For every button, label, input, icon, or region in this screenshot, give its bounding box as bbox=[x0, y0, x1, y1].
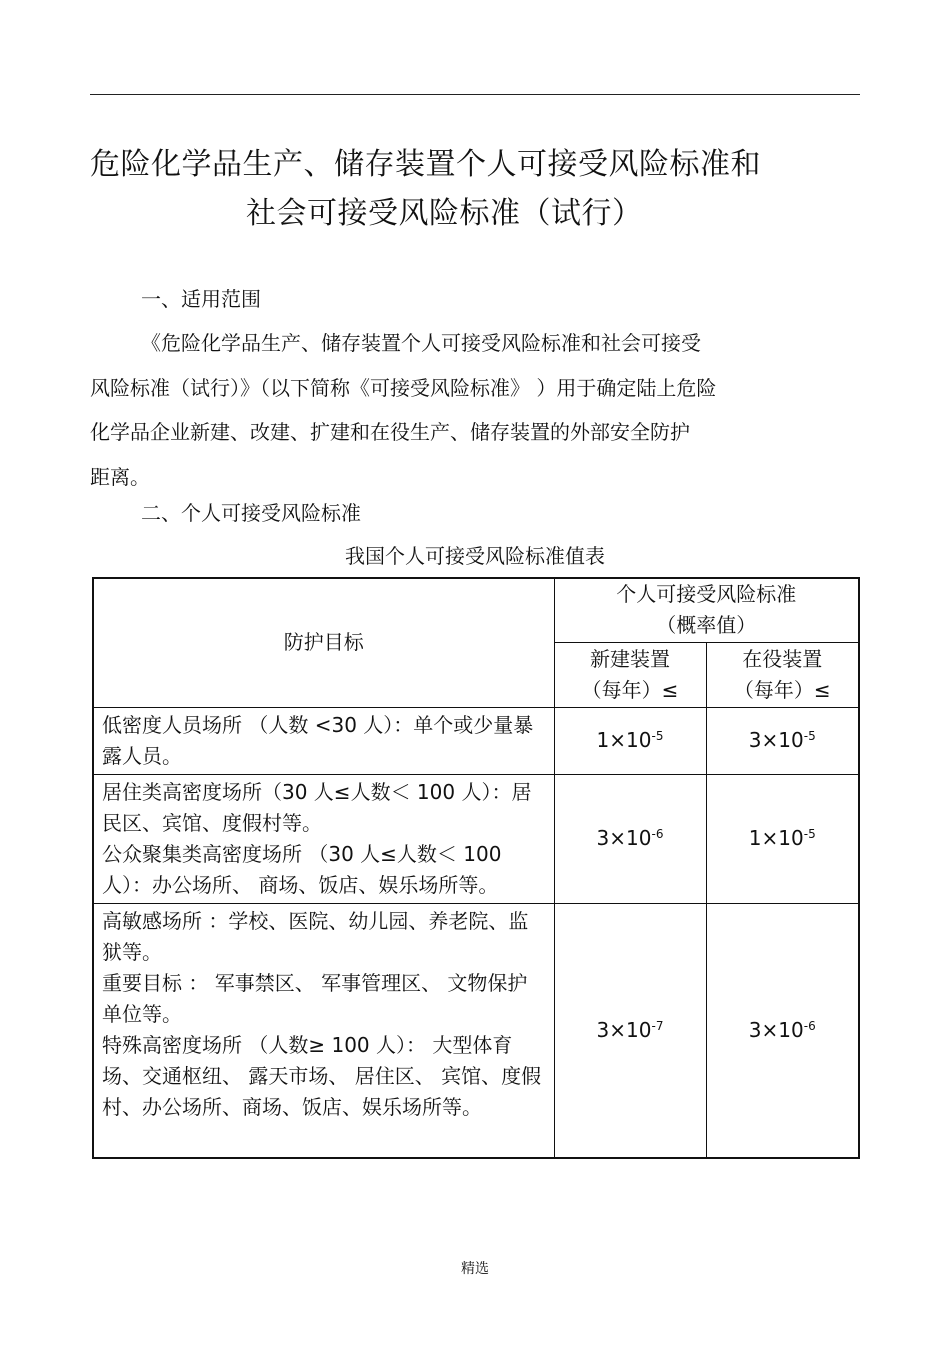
row-1-existing-value-exponent: -5 bbox=[803, 729, 816, 743]
row-3-desc-3: 特殊高密度场所 （人数≥ 100 人）： 大型体育场、交通枢纽、 露天市场、 居住区、 宾馆、度假村、办公场所、商场、饭店、娱乐场所等。 bbox=[102, 1032, 542, 1119]
header-risk-standard-label: 个人可接受风险标准 bbox=[616, 582, 797, 607]
header-rule bbox=[90, 94, 860, 95]
table-row bbox=[93, 774, 859, 903]
section-1-paragraph-line-3: 化学品企业新建、改建、扩建和在役生产、储存装置的外部安全防护 bbox=[90, 420, 690, 444]
header-protection-target-label: 防护目标 bbox=[283, 630, 364, 655]
row-2-existing-value-base: 1×10 bbox=[748, 826, 804, 850]
header-new-installation bbox=[554, 642, 706, 707]
row-1-existing-value-base: 3×10 bbox=[748, 728, 804, 752]
table-row bbox=[93, 903, 859, 1158]
section-1-heading: 一、适用范围 bbox=[141, 287, 261, 311]
section-1-paragraph-line-1: 《危险化学品生产、储存装置个人可接受风险标准和社会可接受 bbox=[141, 331, 701, 355]
row-2-new-value-base: 3×10 bbox=[596, 826, 652, 850]
row-3-new-value-exponent: -7 bbox=[651, 1018, 664, 1033]
section-1-paragraph-line-2: 风险标准（试行）》（以下简称《可接受风险标准》 ）用于确定陆上危险 bbox=[90, 376, 717, 400]
header-probability-label: （概率值） bbox=[656, 613, 757, 638]
section-1-paragraph-line-4: 距离。 bbox=[90, 465, 150, 489]
header-risk-standard-group bbox=[554, 578, 859, 642]
row-2-protection-target bbox=[93, 774, 554, 903]
row-1-desc-1: 低密度人员场所 （人数 <30 人）：单个或少量暴露人员。 bbox=[102, 712, 534, 768]
row-2-existing-value bbox=[706, 774, 859, 903]
row-2-existing-value-exponent: -5 bbox=[803, 827, 816, 841]
header-existing-installation-unit: （每年）≤ bbox=[733, 677, 831, 702]
row-2-desc-1: 居住类高密度场所（30 人≤人数＜ 100 人）：居民区、宾馆、度假村等。 bbox=[102, 779, 532, 835]
document-title-line-2: 社会可接受风险标准（试行） bbox=[246, 196, 643, 231]
row-2-desc-2: 公众聚集类高密度场所 （30 人≤人数＜ 100 人）：办公场所、 商场、饭店、娱乐场所等。 bbox=[102, 841, 502, 897]
table-caption: 我国个人可接受风险标准值表 bbox=[345, 544, 605, 568]
section-2-heading: 二、个人可接受风险标准 bbox=[141, 501, 361, 525]
table-row bbox=[93, 707, 859, 774]
header-existing-installation-label: 在役装置 bbox=[742, 646, 823, 671]
footer-label: 精选 bbox=[461, 1261, 489, 1277]
header-new-installation-unit: （每年）≤ bbox=[581, 677, 679, 702]
row-3-new-value-base: 3×10 bbox=[596, 1017, 652, 1042]
row-2-new-value-exponent: -6 bbox=[651, 827, 664, 841]
header-new-installation-label: 新建装置 bbox=[590, 646, 670, 671]
header-existing-installation bbox=[706, 642, 859, 707]
row-3-existing-value bbox=[706, 903, 859, 1158]
row-1-existing-value bbox=[706, 707, 859, 774]
row-1-protection-target bbox=[93, 707, 554, 774]
row-1-new-value bbox=[554, 707, 706, 774]
document-title-line-1: 危险化学品生产、储存装置个人可接受风险标准和 bbox=[90, 147, 761, 182]
row-1-new-value-exponent: -5 bbox=[651, 729, 664, 743]
row-1-new-value-base: 1×10 bbox=[596, 728, 652, 752]
row-3-protection-target bbox=[93, 903, 554, 1158]
risk-standard-table bbox=[92, 577, 860, 1159]
row-3-desc-1: 高敏感场所 ：学校、医院、幼儿园、养老院、监狱等。 bbox=[102, 908, 529, 964]
row-3-new-value bbox=[554, 903, 706, 1158]
row-2-new-value bbox=[554, 774, 706, 903]
header-protection-target bbox=[93, 578, 554, 707]
row-3-desc-2: 重要目标 ： 军事禁区、 军事管理区、 文物保护单位等。 bbox=[102, 970, 528, 1026]
row-3-existing-value-exponent: -6 bbox=[803, 1018, 816, 1033]
row-3-existing-value-base: 3×10 bbox=[748, 1017, 804, 1042]
